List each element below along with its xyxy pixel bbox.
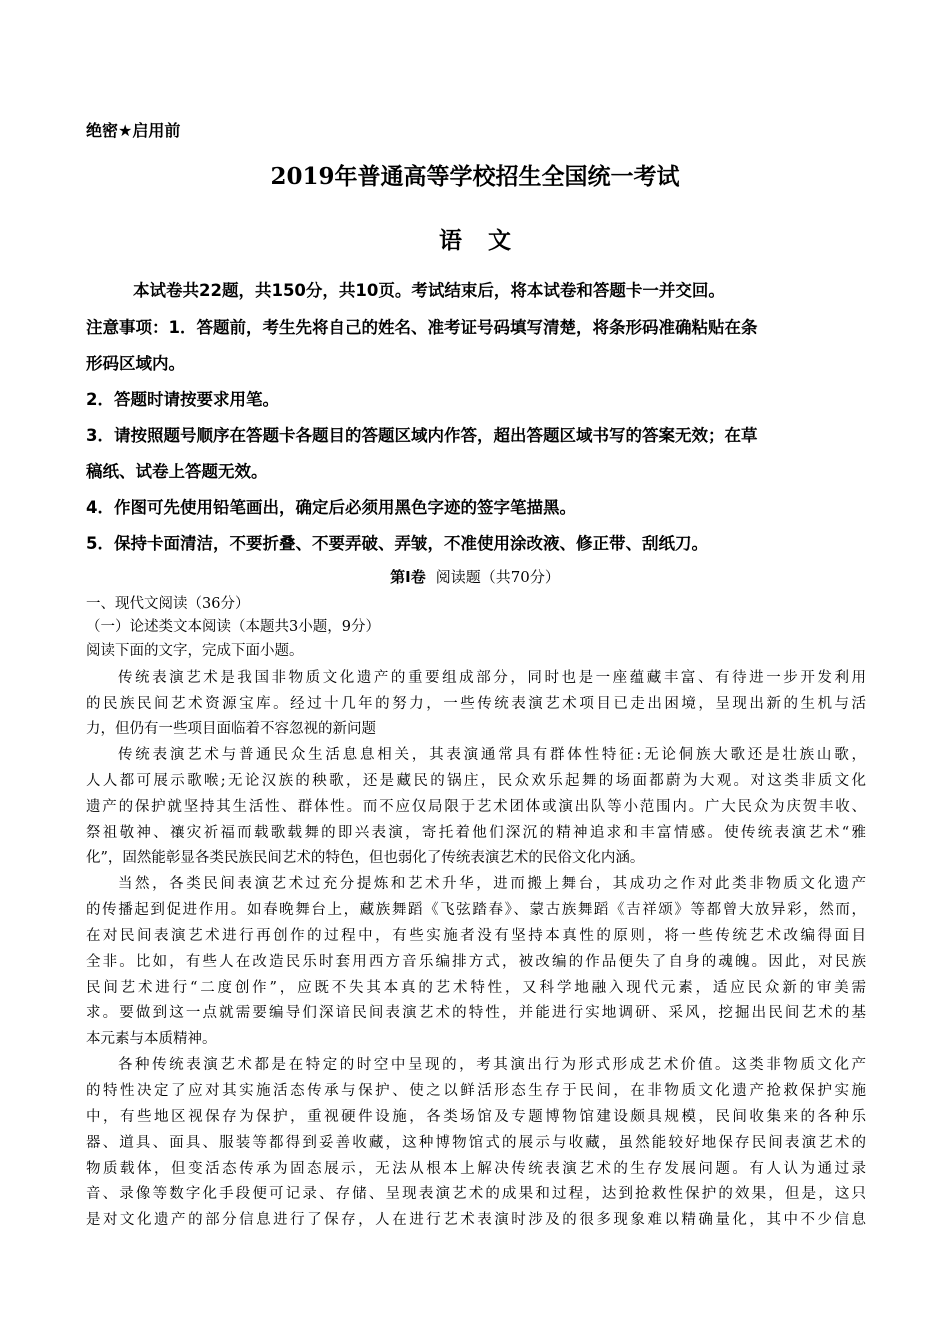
body-line: 传统表演艺术与普通民众生活息息相关，其表演通常具有群体性特征:无论侗族大歌还是壮族山歌， — [118, 747, 866, 763]
section-label: 阅读题（共70分） — [435, 568, 560, 586]
body-line: 器、道具、面具、服装等都得到妥善收藏，这种博物馆式的展示与收藏，虽然能较好地保存民间表演艺术的 — [86, 1135, 866, 1151]
notice-line: 稿纸、试卷上答题无效。 — [86, 462, 268, 481]
body-line: 的民族民间艺术资源宝库。经过十几年的努力，一些传统表演艺术项目已走出困境，呈现出新的生机与活 — [86, 696, 866, 712]
subject-title: 语文 — [439, 227, 537, 254]
body-line: 音、录像等数字化手段便可记录、存储、呈现表演艺术的成果和过程，达到抢救性保护的效果，但是，这只 — [86, 1186, 866, 1202]
body-line: 的传播起到促进作用。如春晚舞台上，藏族舞蹈《飞弦踏春》、蒙古族舞蹈《吉祥颂》等都曾大放异彩，然而， — [86, 902, 866, 918]
body-line: 遗产的保护就坚持其生活性、群体性。而不应仅局限于艺术团体或演出队等小范围内。广大民众为庆贺丰收、 — [86, 799, 866, 815]
body-line: 在对民间表演艺术进行再创作的过程中，有些实施者没有坚持本真性的原则，将一些传统艺术改编得面目 — [86, 928, 866, 944]
section-header — [0, 566, 950, 587]
part-heading: 一、现代文阅读（36分） — [86, 596, 250, 612]
body-line: 中，有些地区视保存为保护，重视硬件设施，各类场馆及专题博物馆建设颇具规模，民间收集来的各种乐 — [86, 1109, 866, 1125]
exam-intro: 本试卷共22题，共150分，共10页。考试结束后，将本试卷和答题卡一并交回。 — [133, 281, 725, 300]
body-line: 传统表演艺术是我国非物质文化遗产的重要组成部分，同时也是一座蕴藏丰富、有待进一步开发利用 — [118, 670, 866, 686]
subsection-heading: （一）论述类文本阅读（本题共3小题，9分） — [86, 619, 380, 635]
confidential-label: 绝密★启用前 — [86, 121, 181, 140]
body-line: 力，但仍有一些项目面临着不容忽视的新问题 — [86, 721, 376, 737]
body-line: 求。要做到这一点就需要编导们深谙民间表演艺术的特性，并能进行实地调研、采风，挖掘出民间艺术的基 — [86, 1005, 866, 1021]
body-line: 本元素与本质精神。 — [86, 1031, 217, 1047]
body-line: 的特性决定了应对其实施活态传承与保护、使之以鲜活形态生存于民间，在非物质文化遗产抢救保护实施 — [86, 1083, 866, 1099]
notice-line: 4．作图可先使用铅笔画出，确定后必须用黑色字迹的签字笔描黑。 — [86, 498, 576, 517]
body-line: 各种传统表演艺术都是在特定的时空中呈现的，考其演出行为形式形成艺术价值。这类非物质文化产 — [118, 1057, 866, 1073]
notice-line: 形码区域内。 — [86, 354, 185, 373]
notice-line: 3．请按照题号顺序在答题卡各题目的答题区域内作答，超出答题区域书写的答案无效；在草 — [86, 426, 758, 445]
body-line: 全非。比如，有些人在改造民乐时套用西方音乐编排方式，被改编的作品便失了自身的魂魄。因此，对民族 — [86, 954, 866, 970]
section-volume: 第Ⅰ卷 — [390, 568, 426, 586]
exam-title: 2019年普通高等学校招生全国统一考试 — [270, 163, 680, 190]
notice-line: 注意事项：1．答题前，考生先将自己的姓名、准考证号码填写清楚，将条形码准确粘贴在条 — [86, 318, 758, 337]
reading-instruction: 阅读下面的文字，完成下面小题。 — [86, 643, 304, 659]
notice-line: 5．保持卡面清洁，不要折叠、不要弄破、弄皱，不准使用涂改液、修正带、刮纸刀。 — [86, 534, 708, 553]
body-line: 物质载体，但变活态传承为固态展示，无法从根本上解决传统表演艺术的生存发展问题。有人认为通过录 — [86, 1161, 866, 1177]
body-line: 化”，固然能彰显各类民族民间艺术的特色，但也弱化了传统表演艺术的民俗文化内涵。 — [86, 850, 645, 866]
body-line: 人人都可展示歌喉;无论汉族的秧歌，还是藏民的锅庄，民众欢乐起舞的场面都蔚为大观。对这类非质文化 — [86, 773, 866, 789]
body-line: 当然，各类民间表演艺术过充分提炼和艺术升华，进而搬上舞台，其成功之作对此类非物质文化遗产 — [118, 876, 866, 892]
notice-line: 2．答题时请按要求用笔。 — [86, 390, 279, 409]
body-line: 是对文化遗产的部分信息进行了保存，人在进行艺术表演时涉及的很多现象难以精确量化，其中不少信息 — [86, 1212, 866, 1228]
body-line: 民间艺术进行“二度创作”，应既不失其本真的艺术特性，又科学地融入现代元素，适应民众新的审美需 — [86, 980, 866, 996]
body-line: 祭祖敬神、禳灾祈福而载歌载舞的即兴表演，寄托着他们深沉的精神追求和丰富情感。使传统表演艺术“雅 — [86, 825, 866, 841]
